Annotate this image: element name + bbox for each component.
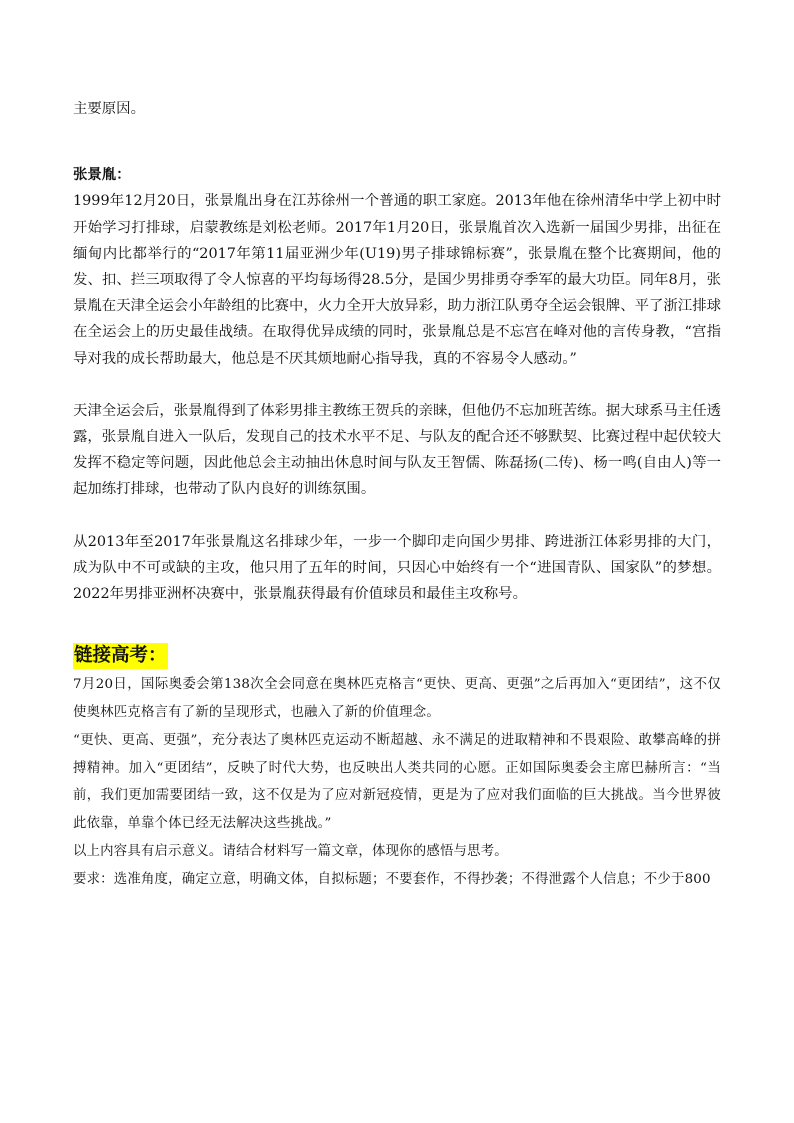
bio-name: 张景胤： bbox=[73, 166, 131, 184]
section-heading bbox=[73, 643, 721, 669]
section-title: 链接高考： bbox=[73, 643, 168, 669]
document-page bbox=[73, 96, 721, 894]
bio-paragraph-3: 从2013年至2017年张景胤这名排球少年，一步一个脚印走向国少男排、跨进浙江体彩男排的大门，成为队中不可或缺的主攻，他只用了五年的时间，只因心中始终有一个“进国青队、国家队”的梦想。2022年男排亚洲杯决赛中，张景胤获得最有价值球员和最佳主攻称号。 bbox=[73, 533, 721, 603]
exam-paragraph-4: 要求：选准角度，确定立意，明确文体，自拟标题；不要套作，不得抄袭；不得泄露个人信息；不少于800 bbox=[73, 871, 711, 887]
bio-paragraph-2: 天津全运会后，张景胤得到了体彩男排主教练王贺兵的亲睐，但他仍不忘加班苦练。据大球系马主任透露，张景胤自进入一队后，发现自己的技术水平不足、与队友的配合还不够默契、比赛过程中起伏较大发挥不稳定等问题，因此他总会主动抽出休息时间与队友王智儒、陈磊扬(二传)、杨一鸣(自由人)等一起加练打排球，也带动了队内良好的训练氛围。 bbox=[73, 402, 721, 498]
bio-paragraph-1: 1999年12月20日，张景胤出身在江苏徐州一个普通的职工家庭。2013年他在徐州清华中学上初中时开始学习打排球，启蒙教练是刘松老师。2017年1月20日，张景胤首次入选新一届国少男排，出征在缅甸内比都举行的“2017年第11届亚洲少年(U19)男子排球锦标赛”，张景胤在整个比赛期间，他的发、扣、拦三项取得了令人惊喜的平均每场得28.5分，是国少男排勇夺季军的最大功臣。同年8月，张景胤在天津全运会小年龄组的比赛中，火力全开大放异彩，助力浙江队勇夺全运会银牌、平了浙江排球在全运会上的历史最佳战绩。在取得优异成绩的同时，张景胤总是不忘宫在峰对他的言传身教，“宫指导对我的成长帮助最大，他总是不厌其烦地耐心指导我，真的不容易令人感动。” bbox=[73, 193, 721, 367]
exam-paragraph-2: “更快、更高、更强”，充分表达了奥林匹克运动不断超越、永不满足的进取精神和不畏艰险、敢攀高峰的拼搏精神。加入“更团结”，反映了时代大势，也反映出人类共同的心愿。正如国际奥委会主席巴赫所言：“当前，我们更加需要团结一致，这不仅是为了应对新冠疫情，更是为了应对我们面临的巨大挑战。当今世界彼此依靠，单靠个体已经无法解决这些挑战。” bbox=[73, 732, 721, 832]
exam-paragraph-1: 7月20日，国际奥委会第138次全会同意在奥林匹克格言“更快、更高、更强”之后再加入“更团结”，这不仅使奥林匹克格言有了新的呈现形式，也融入了新的价值理念。 bbox=[73, 677, 721, 721]
exam-paragraph-3: 以上内容具有启示意义。请结合材料写一篇文章，体现你的感悟与思考。 bbox=[73, 844, 508, 860]
intro-tail: 主要原因。 bbox=[73, 101, 145, 117]
